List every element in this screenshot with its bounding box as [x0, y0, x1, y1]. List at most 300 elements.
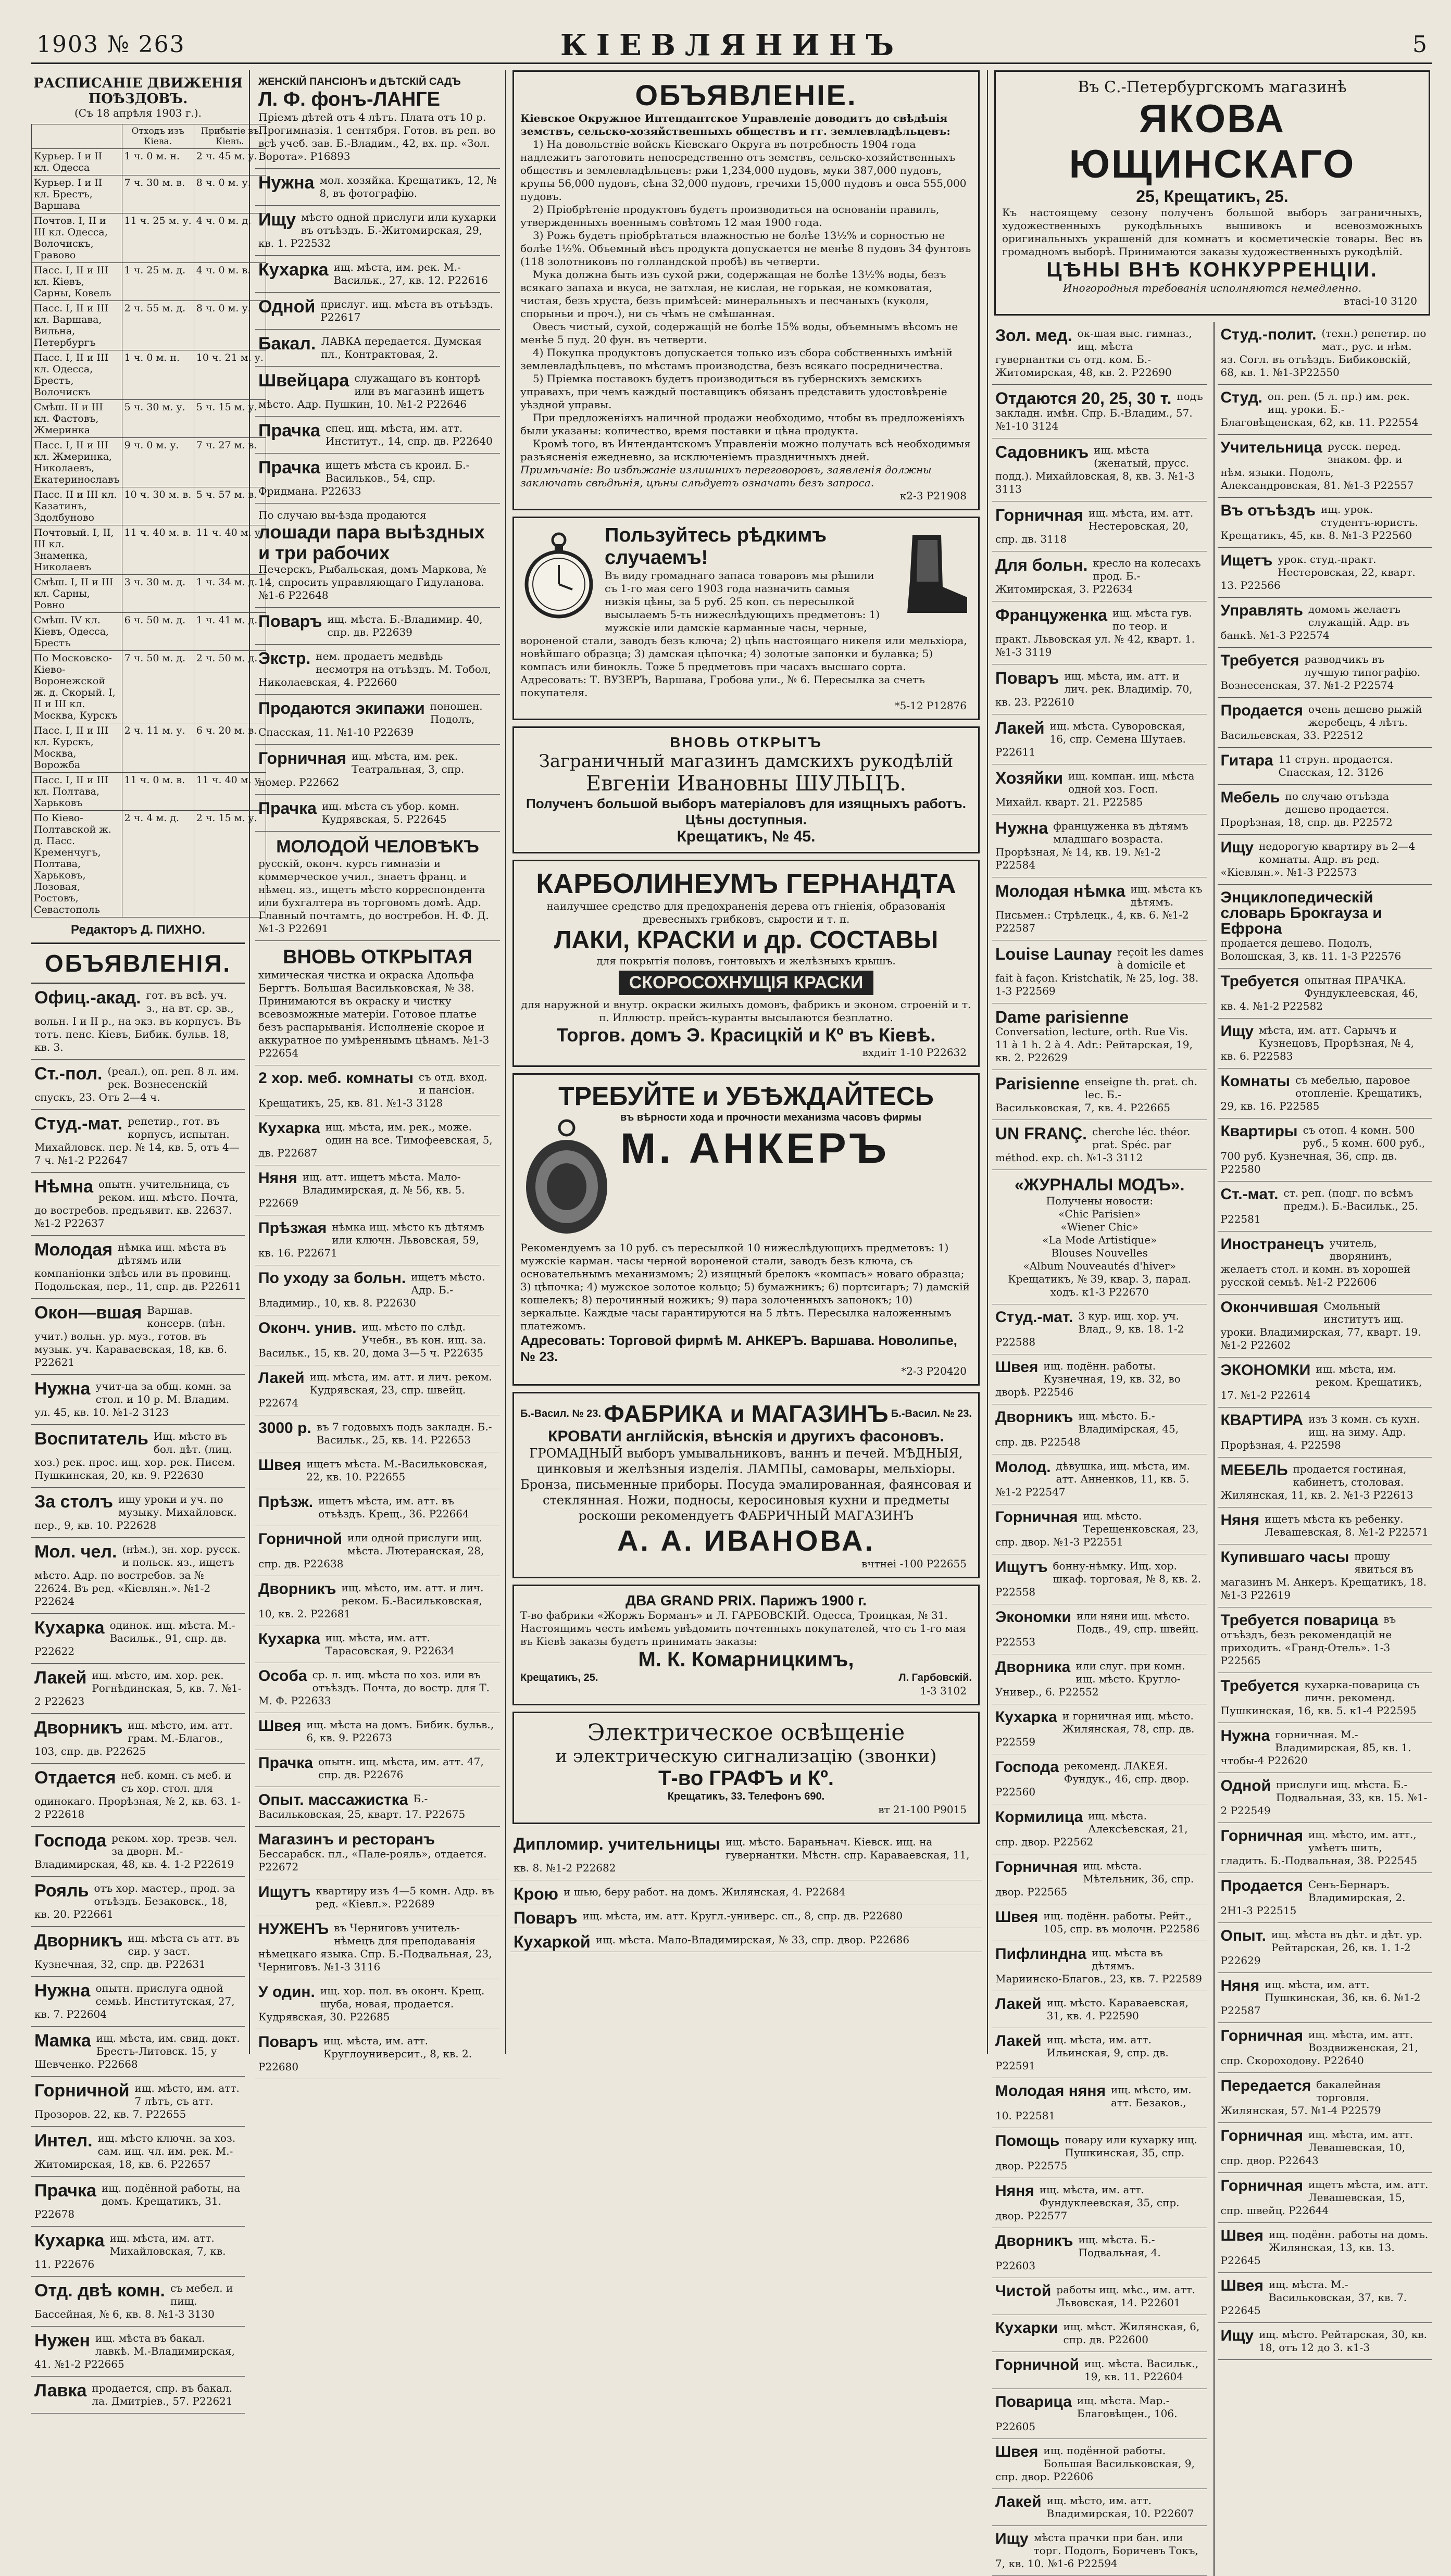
schedule-arr: 11 ч. 40 м. у.	[194, 773, 266, 811]
ad-keyword: Кухарка	[258, 1120, 320, 1137]
classified-ad	[1218, 1408, 1433, 1457]
ivanov-address-left: Б.-Васил. № 23.	[520, 1408, 602, 1419]
ad-keyword: Кухарка	[258, 1630, 320, 1648]
schedule-arr: 7 ч. 27 м. в.	[194, 438, 266, 487]
ad-keyword: Требуется поварица	[1220, 1612, 1379, 1629]
ad-text: ищ. атт. ищетъ мѣста. Мало-Владимирская, д. № 56, кв. 5. Р22669	[258, 1171, 465, 1210]
ad-text: или няни ищ. мѣсто. Подв., 49, спр. швейц. Р22553	[995, 1610, 1199, 1648]
ad-keyword: Окон—вшая	[34, 1303, 142, 1323]
horses-text: Печерскъ, Рыбальская, домъ Маркова, № 14, спросить управляющаго Гидуланова. №1-6 Р22648	[258, 563, 486, 602]
ad-keyword: Ищу	[258, 210, 296, 230]
ad-keyword: Швейцара	[258, 371, 349, 391]
schedule-route: Почтов. I, II и III кл. Одесса, Волочискъ, Гравово	[32, 213, 122, 263]
ad-text: оп. реп. (5 л. пр.) им. рек. ищ. уроки. Б.-Благовѣщенская, 62, кв. 11. Р22554	[1220, 390, 1419, 429]
ad-text: ищ. мѣста на домъ. Бибик. бульв., 6, кв. 9. Р22673	[306, 1718, 494, 1744]
ad-text: Сенъ-Бернаръ. Владимирская, 2. 2Н1-3 Р22515	[1220, 1878, 1406, 1917]
classified-ad	[255, 1452, 500, 1489]
ad-keyword: Швея	[258, 1717, 302, 1735]
ad-text: ищ. мѣста. Алексѣевская, 21, спр. двор. Р22562	[995, 1810, 1188, 1848]
ad-keyword: Управлять	[1220, 602, 1303, 619]
ad-text: ищ. мѣста. Мало-Владимирская, № 33, спр. двор. Р22686	[595, 1933, 910, 1946]
ad-keyword: Квартиры	[1220, 1123, 1298, 1140]
schedule-dep: 6 ч. 50 м. д.	[122, 613, 194, 651]
yushchinsky-text: Къ настоящему сезону полученъ большой выборъ заграничныхъ, художественныхъ рукодѣльныхъ вышивокъ и всевозможныхъ оригинальныхъ украшеній для комнатъ и косметическіе товары. Вес въ громадномъ выборѣ. Принимаются заказы художественныхъ рукодѣлій.	[1002, 206, 1422, 258]
ad-text: нѣмка ищ. мѣста въ дѣтямъ или компаніонки здѣсь или въ провинц. Подольская, пер., 11, спр. дв. Р22611	[34, 1241, 242, 1292]
ad-keyword: Лавка	[34, 2381, 87, 2401]
anker-title: ТРЕБУЙТЕ и УБѢЖДАЙТЕСЬ	[558, 1082, 934, 1111]
ad-keyword: Поваръ	[514, 1908, 578, 1927]
classified-ad	[1218, 1544, 1433, 1607]
ad-text: ищ. подённой работы, на домъ. Крещатикъ, 31. Р22678	[34, 2182, 241, 2220]
ad-text: ЛАВКА передается. Думская пл., Контрактовая, 2.	[321, 335, 482, 360]
ad-text: поношен. Подолъ, Спасская, 11. №1-10 Р22639	[258, 700, 483, 739]
classified-list	[1218, 322, 1433, 2360]
schedule-dep: 7 ч. 50 м. д.	[122, 651, 194, 723]
ad-text: ищ. мѣсто. Б.-Владимірская, 45, спр. дв. Р22548	[995, 1410, 1179, 1448]
classified-ad	[992, 2352, 1207, 2389]
ad-keyword: Кормилица	[995, 1808, 1083, 1826]
ad-keyword: Горничная	[258, 749, 347, 768]
schedule-arr: 2 ч. 50 м. д.	[194, 651, 266, 723]
classified-ad	[1218, 1182, 1433, 1232]
ad-keyword: Кухаркой	[514, 1932, 591, 1951]
classified-ad	[255, 1576, 500, 1626]
ad-text: француженка въ дѣтямъ младшаго возраста. Прорѣзная, № 14, кв. 19. №1-2 Р22584	[995, 820, 1189, 871]
schedule-dep: 2 ч. 11 м. у.	[122, 723, 194, 773]
schedule-row	[32, 613, 266, 651]
ad-keyword: Отдаются 20, 25, 30 т.	[995, 389, 1172, 408]
classified-ad	[992, 1904, 1207, 1941]
ornate-watch-icon	[522, 1116, 611, 1236]
ad-keyword: Молодая няня	[995, 2082, 1106, 2100]
classified-ad	[992, 714, 1207, 764]
classified-ad	[1218, 322, 1433, 385]
ad-text: изъ 3 комн. съ кухн. ищ. на зиму. Адр. Прорѣзная, 4. Р22598	[1220, 1413, 1420, 1451]
ad-text: reçoit les dames à domicile et fait à façon. Kristchatik, № 25, log. 38. 1-3 Р22569	[995, 946, 1204, 997]
ad-text: мѣста прачки при бан. или торг. Подолъ, Боричевъ Токъ, 7, кв. 10. №1-6 Р22594	[995, 2531, 1198, 2570]
classified-ad	[1218, 1673, 1433, 1723]
ad-keyword: Господа	[995, 1758, 1059, 1776]
column-3	[510, 70, 982, 2054]
yushchinsky-seal: втасі-10 3120	[1343, 295, 1417, 307]
journal-item: «Wiener Chic»	[1060, 1221, 1139, 1233]
anker-text: Рекомендуемъ за 10 руб. съ пересылкой 10 нижеслѣдующихъ предметовъ: 1) мужскіе карман. часы черной вороненой стали, заводъ безъ ключа, съ основательнымъ механизмомъ; 2) изящный брелокъ «компасъ» новаго образца; 3) цѣпочка; 4) мужское золотое кольцо; 5) бумажникъ; 6) портсигаръ; 7) дамскій кошелекъ; 8) перочинный ножикъ; 9) пара золоченныхъ запонокъ; 10) зеркальце. Каждые часы гарантируются на 5 лѣтъ. Пересылка наложеннымъ платежомъ.	[520, 1241, 970, 1332]
classified-ad	[992, 2078, 1207, 2128]
schedule-row	[32, 175, 266, 213]
ad-keyword: Швея	[258, 1456, 302, 1474]
column-4-left	[992, 322, 1207, 2576]
ad-keyword: Дворникъ	[995, 2232, 1073, 2250]
classified-ad	[510, 1880, 982, 1904]
ad-keyword: Швея	[995, 2443, 1039, 2460]
classified-ad	[31, 2077, 245, 2127]
classified-ad	[31, 1977, 245, 2027]
ad-text: ищ. мѣста, им. атт. Левашевская, 10, спр. двор. Р22643	[1220, 2128, 1414, 2167]
ad-keyword: Помощь	[995, 2132, 1060, 2150]
classified-ad	[1218, 2323, 1433, 2360]
ad-text: нем. продаетъ медвѣдь несмотря на отъѣздъ. М. Тобол, Николаевская, 4. Р22660	[258, 650, 491, 689]
classified-ad	[1218, 785, 1433, 835]
ad-text: ищ. мѣста, им. атт. Воздвиженская, 21, спр. Скороходову. Р22640	[1220, 2028, 1418, 2067]
ad-text: прислуг. ищ. мѣста въ отъѣздъ. Р22617	[320, 298, 494, 323]
classified-list	[992, 1304, 1207, 2576]
carbolineum-title: КАРБОЛИНЕУМЪ ГЕРНАНДТА	[536, 868, 956, 899]
classified-ad	[1218, 1973, 1433, 2023]
classified-ad	[1218, 1873, 1433, 1923]
classified-ad	[255, 645, 500, 695]
ad-text: опытная ПРАЧКА. Фундуклеевская, 46, кв. 4. №1-2 Р22582	[1220, 974, 1419, 1012]
schedule-dep: 10 ч. 30 м. в.	[122, 487, 194, 525]
ad-text: ищ. мѣста, им. рек., може. один на все. Тимофеевская, 5, дв. Р22687	[258, 1121, 493, 1160]
fast-paint-banner: СКОРОСОХНУЩІЯ КРАСКИ	[619, 971, 874, 995]
ad-text: ищ. мѣсто. Бараньнач. Кіевск. ищ. на гувернантки. Мѣстн. спр. Караваевская, 11, кв. 8. №1-2 Р22682	[514, 1836, 970, 1874]
classified-ad	[255, 1489, 500, 1526]
ad-text: ищ. мѣста въ бакал. лавкѣ. М.-Владимирская, 41. №1-2 Р22665	[34, 2332, 235, 2370]
classified-ad	[255, 1713, 500, 1750]
ad-keyword: Оконч. унив.	[258, 1320, 357, 1337]
ivanov-title: ФАБРИКА и МАГАЗИНЪ	[604, 1400, 889, 1427]
classified-ad	[1218, 1119, 1433, 1182]
ad-keyword: Крою	[514, 1884, 558, 1903]
yushchinsky-name: ЯКОВА ЮЩИНСКАГО	[1069, 97, 1356, 186]
classified-ad	[992, 1754, 1207, 1804]
ad-text: ищ. мѣста. Б.-Владимир. 40, спр. дв. Р22639	[327, 613, 483, 639]
ad-text: или одной прислуги ищ. мѣста. Лютеранская, 28, спр. дв. Р22638	[258, 1531, 484, 1570]
classified-ad	[1218, 1773, 1433, 1823]
young-man-text: русскій, оконч. курсъ гимназіи и коммерческое учил., знаетъ франц. и нѣмец. яз., ищетъ мѣсто корреспондента или бухгалтера въ торговомъ домѣ. Адр. Главный почтамтъ, до востребов. Н. Ф. Д. №1-3 Р22691	[258, 857, 489, 935]
classified-ad	[31, 2177, 245, 2227]
schedule-route: Курьер. I и II кл. Брестъ, Варшава	[32, 175, 122, 213]
classified-ad	[992, 322, 1207, 385]
ad-keyword: Нужна	[34, 1379, 91, 1399]
paints-sub: для покрытія половъ, гонтовыхъ и желѣзныхъ крышъ.	[596, 954, 896, 967]
ad-text: cherche léc. théor. prat. Spéc. par méthod. exp. ch. №1-3 3112	[995, 1125, 1191, 1164]
ad-text: ищ. мѣста. Суворовская, 16, спр. Семена Шутаев. Р22611	[995, 720, 1186, 758]
shulz-name: Евгеніи Ивановны ШУЛЬЦЪ.	[585, 772, 907, 796]
ad-keyword: Студ.-мат.	[995, 1309, 1073, 1326]
schedule-arr: 4 ч. 0 м. д.	[194, 213, 266, 263]
ad-text: ищ. мѣста (женатый, прусс. подд.). Михайловская, 8, кв. 3. №1-3 3113	[995, 444, 1195, 495]
ivanov-address-right: Б.-Васил. № 23.	[891, 1408, 972, 1419]
schedule-dep: 9 ч. 0 м. у.	[122, 438, 194, 487]
ad-keyword: Продается	[1220, 1877, 1303, 1894]
ad-text: неб. комн. съ меб. и съ хор. стол. для одинокаго. Прорѣзная, № 2, кв. 63. 1-2 Р22618	[34, 1769, 241, 1820]
ad-text: служащаго въ конторѣ или въ магазинѣ ищетъ мѣсто. Адр. Пушкин, 10. №1-2 Р22646	[258, 372, 484, 410]
ad-text: недорогую квартиру въ 2—4 комнаты. Адр. въ ред. «Кіевлян.». №1-3 Р22573	[1220, 840, 1416, 878]
ad-text: ищ. мѣсто. Рейтарская, 30, кв. 18, отъ 12 до 3. к1-3	[1259, 2328, 1427, 2354]
schedule-row	[32, 723, 266, 773]
schedule-arr: 6 ч. 20 м. в.	[194, 723, 266, 773]
ad-text: горничная. М.-Владимирская, 85, кв. 1. чтобы-4 Р22620	[1220, 1728, 1411, 1767]
classified-ad	[992, 1604, 1207, 1654]
schedule-row	[32, 811, 266, 918]
schedule-row	[32, 213, 266, 263]
ad-keyword: Нужна	[34, 1981, 91, 2001]
ad-keyword: Ст.-мат.	[1220, 1186, 1279, 1203]
ad-text: ищ. мѣсто, им. атт. грам. М.-Благов., 103, спр. дв. Р22625	[34, 1719, 233, 1757]
ad-keyword: Экономки	[995, 1609, 1071, 1626]
ad-keyword: Воспитатель	[34, 1429, 148, 1449]
schedule-route: Пасс. II и III кл. Казатинъ, Здолбуново	[32, 487, 122, 525]
schedule-arr: 10 ч. 21 м. у.	[194, 350, 266, 400]
classified-ad	[992, 1304, 1207, 1354]
watch-title: Пользуйтесь рѣдкимъ случаемъ!	[605, 524, 827, 569]
ad-keyword: Нужен	[34, 2331, 90, 2351]
ad-text: разводчикъ въ лучшую типографію. Вознесенская, 37. №1-2 Р22574	[1220, 653, 1421, 692]
ad-keyword: Louise Launay	[995, 945, 1112, 963]
anker-ad	[512, 1073, 980, 1386]
ad-keyword: Господа	[34, 1831, 107, 1851]
schedule-arr: 8 ч. 0 м. у.	[194, 301, 266, 350]
classified-ad	[1218, 2073, 1433, 2123]
classified-ad	[255, 206, 500, 256]
ad-keyword: Мол. чел.	[34, 1542, 117, 1562]
ad-keyword: Ищу	[1220, 839, 1254, 856]
ad-text: урок. студ.-практ. Нестеровская, 22, кварт. 13. Р22566	[1220, 553, 1416, 592]
electric-address: Крещатикъ, 33. Телефонъ 690.	[667, 1791, 825, 1802]
schedule-arr: 2 ч. 45 м. у.	[194, 149, 266, 175]
schedule-dep: 1 ч. 0 м. н.	[122, 350, 194, 400]
ad-keyword: Поваръ	[258, 612, 322, 631]
ad-keyword: Лакей	[34, 1668, 87, 1688]
classified-ad	[992, 1454, 1207, 1504]
classified-ad	[1218, 2123, 1433, 2173]
ad-text: ищ. подённ. работы. Кузнечная, 19, кв. 32, во дворѣ. Р22546	[995, 1360, 1181, 1398]
ad-text: отъ хор. мастер., прод. за отъѣздъ. Безаковск., 18, кв. 20. Р22661	[34, 1882, 235, 1920]
ad-text: русск. перед. знаком. фр. и нѣм. языки. Подолъ, Александровская, 81. №1-3 Р22557	[1220, 440, 1414, 492]
ad-text: мѣста, им. атт. Сарычъ и Кузнецовъ, Прорѣзная, № 4, кв. 6. Р22583	[1220, 1024, 1414, 1062]
column-rule	[987, 70, 988, 2054]
yushchinsky-pre: Въ С.-Петербургскомъ магазинѣ	[1078, 78, 1347, 96]
classified-ad	[1218, 1507, 1433, 1544]
young-man-ad	[255, 832, 500, 941]
ad-keyword: Прачка	[258, 799, 317, 818]
classified-ad	[992, 664, 1207, 714]
ad-keyword: Горничная	[995, 506, 1084, 524]
schedule-route: По Кіево-Полтавской ж. д. Пасс. Кременчугъ, Полтава, Харьковъ, Лозовая, Ростовъ, Севастополь	[32, 811, 122, 918]
ad-keyword: Для больн.	[995, 556, 1088, 574]
ad-text: квартиру изъ 4—5 комн. Адр. въ ред. «Кіевл.». Р22689	[316, 1884, 494, 1911]
classified-ad	[992, 2439, 1207, 2489]
cleaning-title: ВНОВЬ ОТКРЫТАЯ	[283, 946, 472, 969]
ad-text: 3 кур. ищ. хор. уч. Влад., 9, кв. 18. 1-2 Р22588	[995, 1310, 1184, 1348]
ad-keyword: Купившаго часы	[1220, 1549, 1349, 1566]
classified-ad	[255, 1663, 500, 1713]
classified-ad	[992, 385, 1207, 438]
ad-keyword: Мамка	[34, 2031, 91, 2051]
ad-keyword: Студ.-полит.	[1220, 326, 1317, 343]
classified-list	[510, 1830, 982, 1952]
ad-keyword: Одной	[1220, 1777, 1271, 1794]
electric-firm: Т-во ГРАФЪ и Кº.	[658, 1767, 834, 1790]
watch-offer-ad	[512, 517, 980, 720]
ad-text: ищ. мѣста, им. атт. и лич. рек. Владимір. 70, кв. 23. Р22610	[995, 670, 1193, 708]
schedule-arr: 2 ч. 15 м. у.	[194, 811, 266, 918]
classified-ad	[1218, 1295, 1433, 1358]
ad-text: продается дешево. Подолъ, Волошская, 3, кв. 11. 1-3 Р22576	[1220, 937, 1402, 962]
classified-ad	[31, 2127, 245, 2177]
notice-title: ОБЪЯВЛЕНІЕ.	[635, 79, 857, 111]
ad-keyword: Швея	[1220, 2227, 1264, 2244]
classified-ad	[31, 2377, 245, 2414]
classified-ad	[992, 2278, 1207, 2315]
ad-text: съ мебелью, паровое отопленіе. Крещатикъ, 29, кв. 16. Р22585	[1220, 1074, 1422, 1112]
classified-ad	[992, 2389, 1207, 2439]
schedule-dep: 2 ч. 4 м. д.	[122, 811, 194, 918]
ad-keyword: Кухарка	[34, 2231, 105, 2251]
ad-text: ср. л. ищ. мѣста по хоз. или въ отъѣздъ. Почта, до востр. для Т. М. Ф. Р22633	[258, 1668, 490, 1707]
ad-text: ищ. мѣста. Б.-Подвальная, 4. Р22603	[995, 2233, 1161, 2272]
ad-text: мол. хозяйка. Крещатикъ, 12, № 8, въ фотографію.	[319, 174, 497, 199]
classified-ad	[510, 1928, 982, 1952]
classified-ad	[992, 1804, 1207, 1854]
ad-text: въ 7 годовыхъ подъ закладн. Б.-Васильк., 25, кв. 14. Р22653	[316, 1421, 492, 1447]
classified-ad	[31, 2327, 245, 2377]
ad-keyword: НУЖЕНЪ	[258, 1920, 329, 1938]
ad-text: Б.-Васильковская, 25, кварт. 17. Р22675	[258, 1792, 466, 1821]
anker-sub: въ вѣрности хода и прочности механизма часовъ фирмы	[620, 1112, 922, 1123]
schedule-row	[32, 301, 266, 350]
classified-ad	[255, 608, 500, 645]
classified-ad	[31, 1714, 245, 1764]
ad-keyword: Нужна	[258, 173, 315, 193]
notice-paragraph: 3) Рожь будетъ пріобрѣтаться влажностью не болѣе 13½% и сорностью не болѣе 1½%. Объемный вѣсъ продукта допускается не менѣе 8 пудовъ 34 фунтовъ (118 золотниковъ по голландской пробѣ) въ четверти.	[520, 229, 971, 268]
classified-ad	[255, 1265, 500, 1315]
pocket-watch-icon	[522, 530, 595, 618]
classified-ad	[255, 454, 500, 504]
ad-text: реком. хор. трезв. чел. за дворн. М.-Владимирская, 48, кв. 4. 1-2 Р22619	[34, 1832, 237, 1870]
classified-ad	[255, 1315, 500, 1365]
ad-keyword: Ищу	[1220, 1023, 1254, 1040]
schedule-row	[32, 773, 266, 811]
ad-text: и шью, беру работ. на домъ. Жилянская, 4. Р22684	[563, 1886, 846, 1898]
ad-keyword: Кухарка	[995, 1708, 1057, 1726]
schedule-route: Пасс. I, II и III кл. Варшава, Вильна, Петербургъ	[32, 301, 122, 350]
schedule-route: Пасс. I, II и III кл. Курскъ, Москва, Ворожба	[32, 723, 122, 773]
classified-ad	[992, 1654, 1207, 1704]
ad-keyword: МЕБЕЛЬ	[1220, 1462, 1288, 1479]
ad-keyword: Чистой	[995, 2282, 1052, 2299]
ad-keyword: Француженка	[995, 606, 1108, 624]
ad-keyword: Отд. двѣ комн.	[34, 2281, 165, 2301]
ad-keyword: Dame parisienne	[995, 1008, 1129, 1026]
ad-text: ищ. мѣсто ключн. за хоз. сам. ищ. чл. им. рек. М.-Житомирская, 18, кв. 6. Р22657	[34, 2132, 236, 2170]
ad-keyword: Поварица	[995, 2393, 1072, 2410]
journal-item: Blouses Nouvelles	[1051, 1247, 1148, 1259]
classified-ad	[992, 601, 1207, 664]
classified-ad	[992, 814, 1207, 877]
ad-keyword: Дворникъ	[34, 1931, 123, 1951]
ad-text: ищетъ мѣсто. Адр. Б.-Владимир., 10, кв. 8. Р22630	[258, 1271, 485, 1310]
schedule-dep: 2 ч. 55 м. д.	[122, 301, 194, 350]
schedule-table	[31, 124, 266, 918]
classified-ad	[31, 1110, 245, 1173]
classified-ad	[255, 1626, 500, 1663]
ad-text: съ мебел. и пищ. Бассейная, № 6, кв. 8. №1-3 3130	[34, 2282, 233, 2320]
yushchinsky-ad	[994, 70, 1430, 316]
ad-text: ищ. подённ. работы на домъ. Жилянская, 13, кв. 13. Р22645	[1220, 2228, 1429, 2267]
schedule-route: Смѣш. I, II и III кл. Сарны, Ровно	[32, 575, 122, 613]
ad-keyword: Лакей	[995, 1995, 1042, 2013]
schedule-route: По Московско-Кіево-Воронежской ж. д. Скорый. I, II и III кл. Москва, Курскъ	[32, 651, 122, 723]
classified-ad	[255, 1165, 500, 1215]
ad-text: ищ. урок. студентъ-юристъ. Крещатикъ, 45, кв. 8. №1-3 Р22560	[1220, 503, 1418, 542]
ad-keyword: Требуется	[1220, 973, 1299, 990]
ad-text: бонну-нѣмку. Ищ. хор. шкаф. торговая, № 8, кв. 2. Р22558	[995, 1560, 1202, 1598]
classified-ad	[992, 1941, 1207, 1991]
ad-text: ищетъ мѣста къ ребенку. Левашевская, 8. №1-2 Р22571	[1265, 1513, 1429, 1538]
electric-ad	[512, 1712, 980, 1824]
ad-text: одинок. ищ. мѣста. М.-Васильк., 91, спр. дв. Р22622	[34, 1619, 235, 1657]
ad-keyword: Требуется	[1220, 652, 1299, 669]
classified-ad	[255, 1526, 500, 1576]
classified-ad	[255, 1750, 500, 1787]
schedule-dep: 1 ч. 25 м. д.	[122, 263, 194, 301]
classified-ad	[255, 1365, 500, 1415]
classified-ad	[255, 1787, 500, 1827]
schedule-arr: 1 ч. 41 м. д.	[194, 613, 266, 651]
borman-agent: М. К. Комарницкимъ,	[638, 1648, 854, 1671]
shulz-ad	[512, 726, 980, 853]
schedule-title: РАСПИСАНІЕ ДВИЖЕНІЯ ПОѢЗДОВЪ.	[33, 76, 243, 107]
classified-ad	[1218, 548, 1433, 598]
ad-keyword: Прачка	[34, 2181, 96, 2201]
ad-text: или слуг. при комн. ищ. мѣсто. Кругло-Универ., 6. Р22552	[995, 1660, 1185, 1698]
classified-ad	[255, 1827, 500, 1879]
classified-ad	[31, 1764, 245, 1827]
ad-text: прошу явиться въ магазинъ М. Анкеръ. Крещатикъ, 18. №1-3 Р22619	[1220, 1550, 1427, 1601]
ad-keyword: Швея	[1220, 2277, 1264, 2294]
ad-text: и горничная ищ. мѣсто. Жилянская, 78, спр. дв. Р22559	[995, 1710, 1195, 1748]
pension-name: Л. Ф. фонъ-ЛАНГЕ	[258, 89, 441, 110]
classified-ad	[255, 745, 500, 795]
ad-text: 11 струн. продается. Спасская, 12. 3126	[1278, 753, 1393, 778]
ad-keyword: Лакей	[995, 2493, 1042, 2510]
ad-keyword: Мебель	[1220, 789, 1280, 806]
ad-keyword: Прачка	[258, 458, 320, 477]
column-1	[31, 70, 264, 2407]
classified-ad	[1218, 835, 1433, 885]
shulz-line-1: Заграничный магазинъ дамскихъ рукодѣлій	[539, 751, 954, 772]
ad-text: ищ. мѣста съ убор. комн. Кудрявская, 5. Р22645	[321, 800, 460, 826]
classified-ad	[992, 940, 1207, 1003]
ad-keyword: Поваръ	[995, 669, 1059, 687]
ad-keyword: Молодая	[34, 1240, 113, 1260]
shulz-address: Крещатикъ, № 45.	[677, 828, 816, 845]
horses-headline: лошади пара выѣздных и три рабочих	[258, 521, 485, 563]
ad-keyword: Горничной	[995, 2356, 1080, 2373]
ad-keyword: Няня	[1220, 1977, 1260, 1994]
ad-keyword: Няня	[258, 1170, 297, 1187]
ad-keyword: Продаются экипажи	[258, 699, 425, 718]
ad-keyword: Горничная	[1220, 2027, 1303, 2044]
watch-text: Въ виду громаднаго запаса товаровъ мы рѣшили съ 1-го мая сего 1903 года назначить самыя низкія цѣны, за 5 руб. 25 коп. съ пересылкой высылаемъ 5-ть нижеслѣдующихъ предметовъ: 1) мужскіе или дамскіе карманные часы, черные, вороненой стали, заводъ безъ ключа; 2) цѣпь настоящаго никеля или мельхіора, новѣйшаго образца; 3) дамская цѣпочка; 4) золотые запонки и булавка; 5) компасъ или бинокль. Тоже 5 предметовъ при часахъ высшаго сорта. Адресовать: Т. ВУЗЕРЪ, Варшава, Гробова ули., № 6. Пересылка за счетъ покупателя.	[520, 569, 967, 699]
cleaning-text: химическая чистка и окраска Адольфа Бергтъ. Большая Васильковская, № 38. Принимаются въ окраску и чистку всевозможные матеріи. Готовое платье безъ распарыванія. Исполненіе скорое и аккуратное по умѣреннымъ цѣнамъ. №1-3 Р22654	[258, 969, 490, 1060]
notice-note: Примѣчаніе: Во избѣжаніе излишнихъ переговоровъ, заявленія должны заключать свѣдѣнія, цѣны слѣдуетъ означать безъ запроса.	[520, 463, 932, 489]
ad-text: повару или кухарку ищ. Пушкинская, 35, спр. двор. Р22575	[995, 2133, 1197, 2172]
classified-ad	[992, 1354, 1207, 1404]
electric-title: Электрическое освѣщеніе	[587, 1719, 905, 1746]
classified-ad	[1218, 1723, 1433, 1773]
young-man-title: МОЛОДОЙ ЧЕЛОВѢКЪ	[276, 837, 479, 857]
issue-number: 1903 № 263	[36, 31, 185, 58]
borman-text: Т-во фабрики «Жоржъ Борманъ» и Л. ГАРБОВСКІЙ. Одесса, Троицкая, № 31. Настоящимъ честь имѣемъ увѣдомить почтенныхъ покупателей, что съ 1-го мая въ Кіевѣ заказы будетъ принимать заказы:	[520, 1609, 966, 1648]
ad-text: ищ. мѣста гув. по теор. и практ. Львовская ул. № 42, кварт. 1. №1-3 3119	[995, 607, 1195, 658]
classified-ad	[255, 1215, 500, 1265]
notice-paragraph: 5) Пріемка поставокъ будетъ производиться въ губернскихъ земскихъ управахъ, при чемъ каждый поставщикъ обязанъ представить удостовѣреніе уѣздной управы.	[520, 372, 947, 411]
classified-ad	[255, 330, 500, 367]
schedule-route: Пасс. I, II и III кл. Жмеринка, Николаевъ, Екатеринославъ	[32, 438, 122, 487]
